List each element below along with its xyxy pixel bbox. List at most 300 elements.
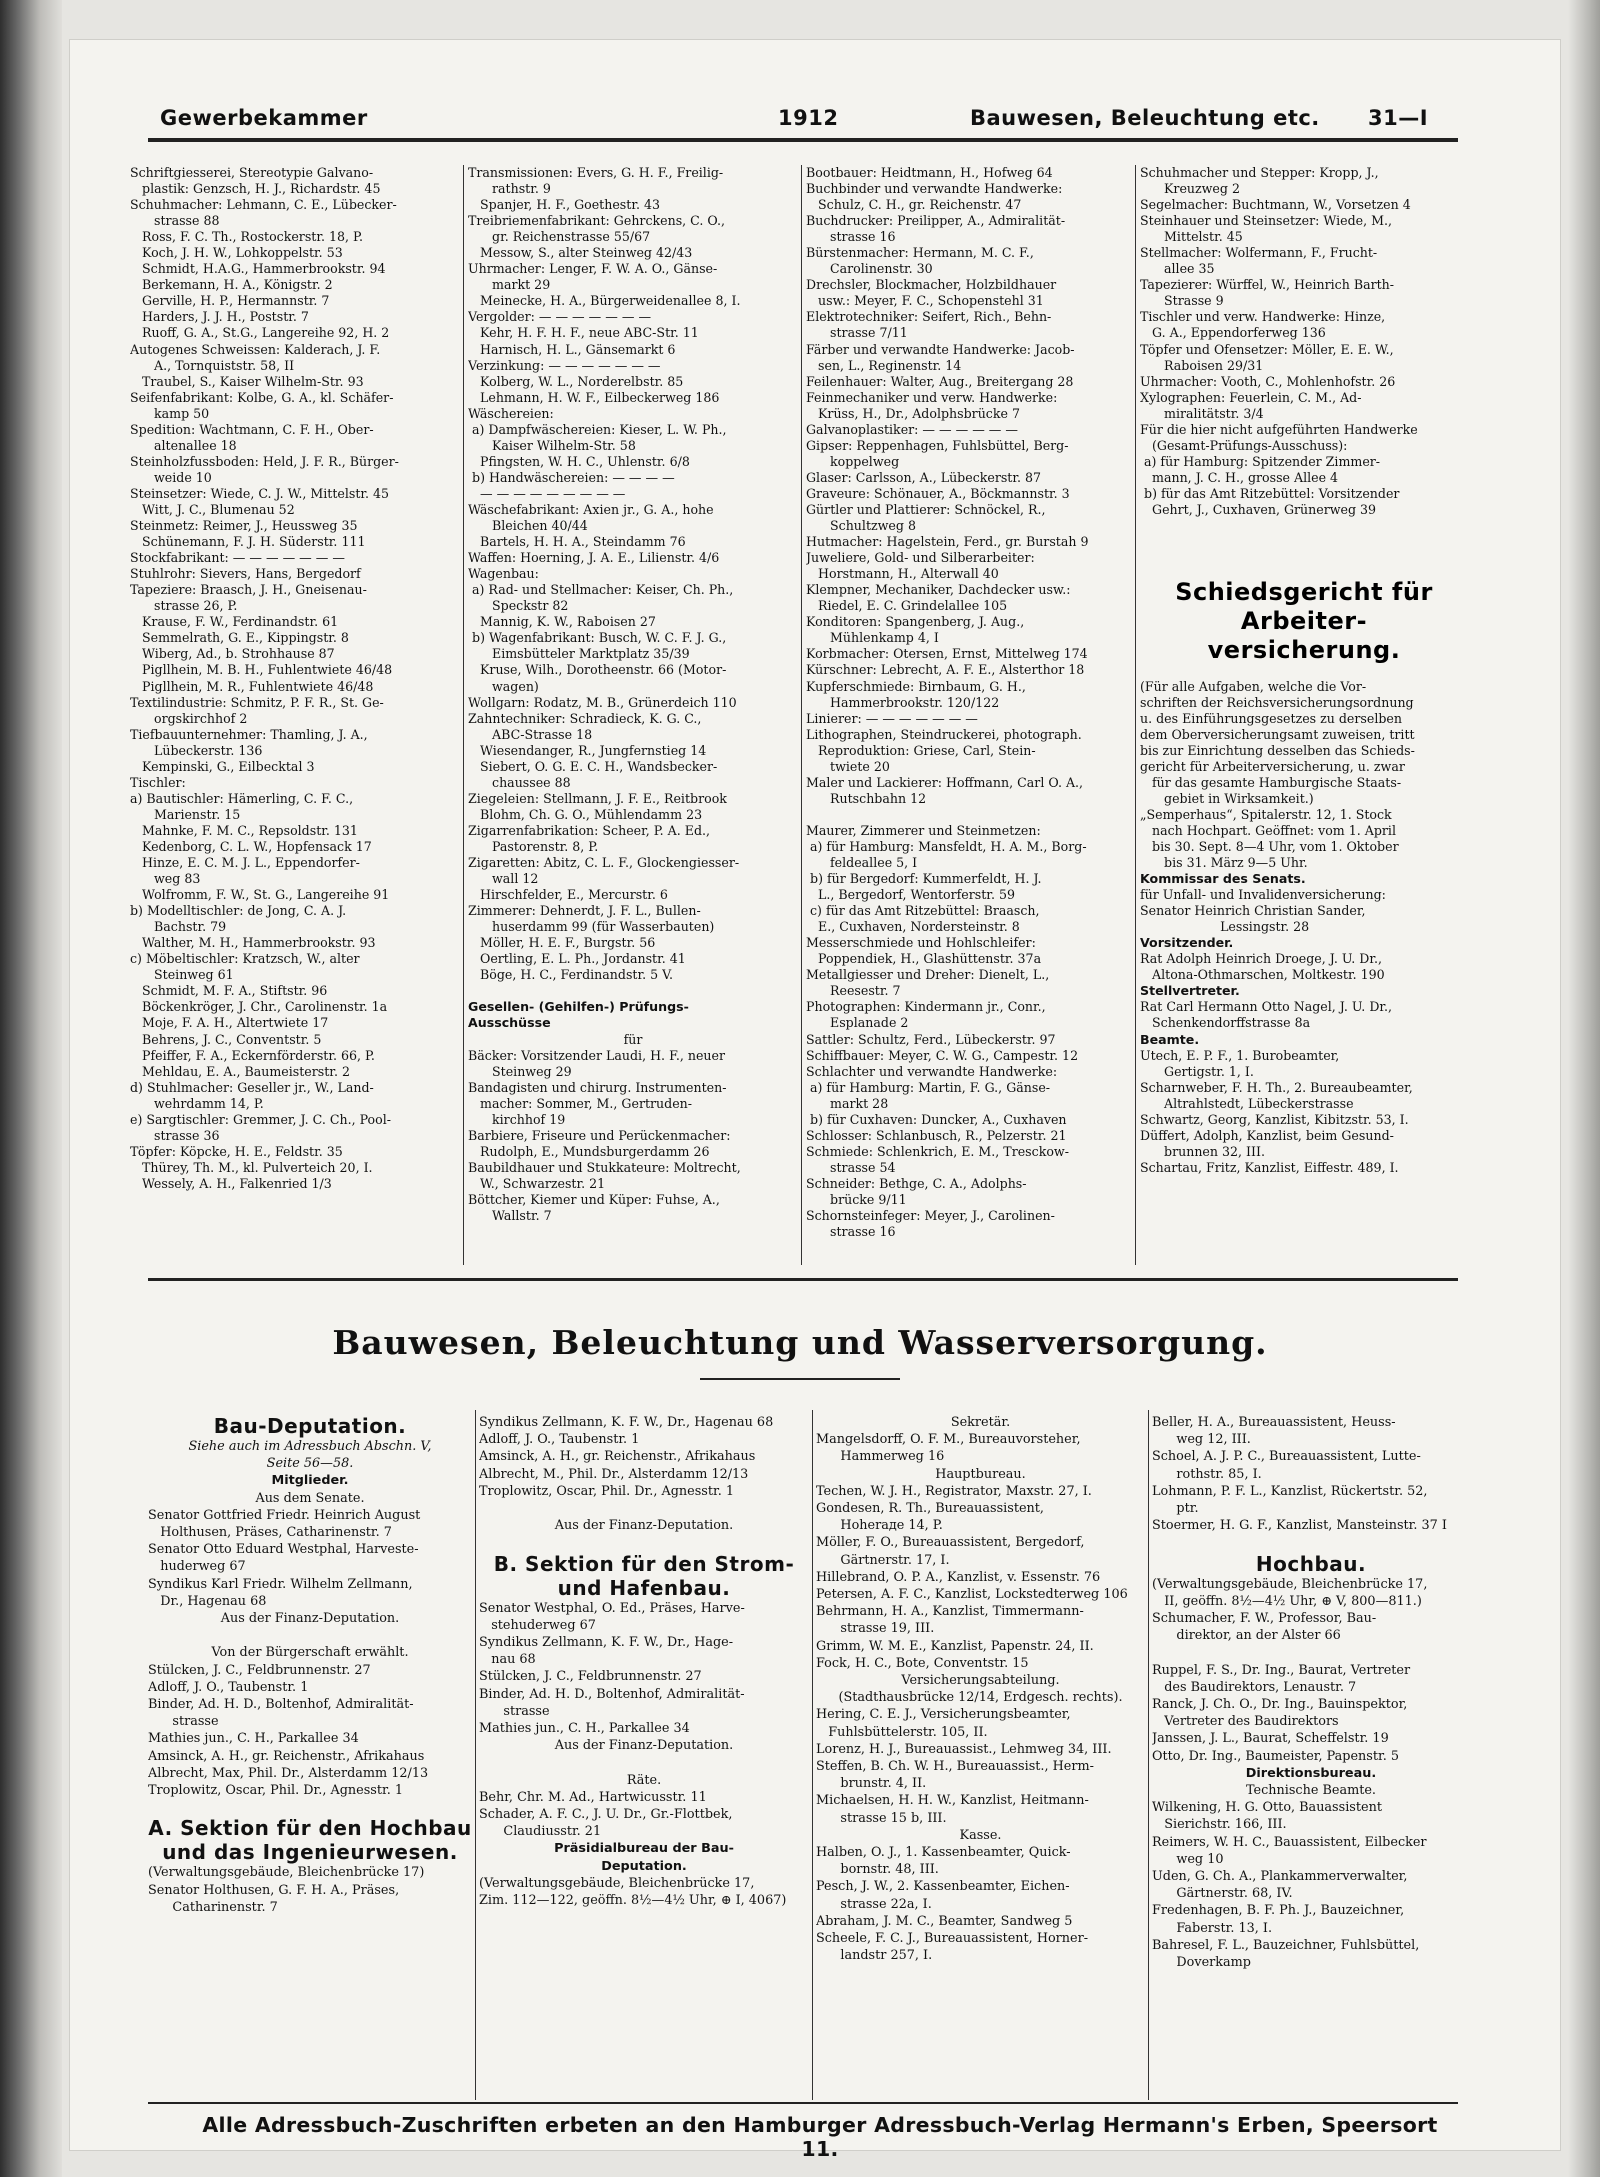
text-line: b) für Bergedorf: Kummerfeldt, H. J. — [806, 871, 1042, 887]
column-rule — [812, 1410, 813, 2100]
text-line: Aus der Finanz-Deputation. — [554, 1738, 734, 1754]
upper-column-1 — [130, 165, 460, 1192]
text-line: A. Sektion für den Hochbau — [148, 1816, 472, 1841]
text-line: Techen, W. J. H., Registrator, Maxstr. 27, I. — [816, 1483, 1092, 1499]
text-line: Bahresel, F. L., Bauzeichner, Fuhlsbüttel, — [1152, 1937, 1420, 1953]
text-line: Schriftgiesserei, Stereotypie Galvano- — [130, 165, 374, 180]
text-line: Drechsler, Blockmacher, Holzbildhauer — [806, 277, 1057, 293]
text-line: Senator Otto Eduard Westphal, Harveste- — [148, 1542, 419, 1558]
text-line: Hoheraде 14, P. — [816, 1518, 943, 1534]
text-line: Lehmann, H. W. F., Eilbeckerweg 186 — [468, 389, 720, 405]
text-line: Lithographen, Steindruckerei, photograph. — [806, 726, 1082, 742]
text-line: Kehr, H. F. H. F., neue ABC-Str. 11 — [468, 325, 699, 341]
text-line: rathstr. 9 — [468, 181, 551, 197]
text-line: Schulz, C. H., gr. Reichenstr. 47 — [806, 197, 1022, 213]
text-line: a) für Hamburg: Mansfeldt, H. A. M., Borg- — [806, 838, 1087, 854]
text-line: Moje, F. A. H., Altertwiete 17 — [130, 1015, 329, 1031]
text-line: Claudiusstr. 21 — [479, 1824, 602, 1840]
text-line: weg 83 — [130, 871, 201, 887]
lower-column-3 — [816, 1414, 1145, 1965]
text-line: Schumacher, F. W., Professor, Bau- — [1152, 1611, 1377, 1627]
text-line: Utech, E. P. F., 1. Burobeamter, — [1140, 1047, 1340, 1063]
footer-rule — [148, 2102, 1458, 2104]
text-line: Gerville, H. P., Hermannstr. 7 — [130, 293, 330, 309]
text-line: Harnisch, H. L., Gänsemarkt 6 — [468, 341, 676, 357]
text-line: Koch, J. H. W., Lohkoppelstr. 53 — [130, 245, 343, 261]
text-line: Walther, M. H., Hammerbrookstr. 93 — [130, 935, 376, 951]
text-line: Petersen, A. F. C., Kanzlist, Lockstedterweg 106 — [816, 1587, 1128, 1603]
text-line: Färber und verwandte Handwerke: Jacob- — [806, 341, 1075, 357]
text-line: Böckenkröger, J. Chr., Carolinenstr. 1a — [130, 999, 388, 1015]
text-line: für — [623, 1031, 643, 1047]
text-line — [806, 807, 1132, 823]
text-line: Lessingstr. 28 — [1140, 919, 1310, 935]
text-line — [1140, 550, 1468, 566]
text-line: strasse 7/11 — [806, 325, 908, 341]
text-line: Steinmetz: Reimer, J., Heussweg 35 — [130, 518, 358, 534]
text-line: des Baudirektors, Lenaustr. 7 — [1152, 1679, 1357, 1695]
upper-column-3 — [806, 165, 1132, 1240]
text-line: Direktionsbureau. — [1245, 1765, 1377, 1781]
column-rule — [463, 165, 464, 1265]
text-line: Glaser: Carlsson, A., Lübeckerstr. 87 — [806, 469, 1042, 485]
text-line: Mitglieder. — [271, 1473, 349, 1489]
lower-column-2 — [479, 1414, 809, 1909]
text-line: Aus dem Senate. — [255, 1490, 365, 1506]
text-line: bis 30. Sept. 8—4 Uhr, vom 1. Oktober — [1140, 838, 1399, 854]
text-line: mann, J. C. H., grosse Allee 4 — [1140, 469, 1339, 485]
text-line: Adloff, J. O., Taubenstr. 1 — [479, 1432, 640, 1448]
text-line: chaussee 88 — [468, 774, 571, 790]
text-line: Schenkendorffstrasse 8a — [1140, 1015, 1311, 1031]
text-line: markt 28 — [806, 1095, 889, 1111]
lower-column-4 — [1152, 1414, 1470, 1971]
text-line: Ausschüsse — [468, 1015, 551, 1031]
text-line: direktor, an der Alster 66 — [1152, 1628, 1341, 1644]
text-line: Oertling, E. L. Ph., Jordanstr. 41 — [468, 951, 686, 967]
text-line: b) Modelltischler: de Jong, C. A. J. — [130, 903, 347, 919]
column-rule — [801, 165, 802, 1265]
text-line: Fredenhagen, B. F. Ph. J., Bauzeichner, — [1152, 1903, 1405, 1919]
text-line: Harders, J. J. H., Poststr. 7 — [130, 309, 309, 325]
upper-column-4 — [1140, 165, 1468, 1176]
text-line: Schlachter und verwandte Handwerke: — [806, 1063, 1058, 1079]
text-line: Tapeziere: Braasch, J. H., Gneisenau- — [130, 582, 367, 598]
text-line: Verzinkung: — — — — — — — — [468, 357, 661, 373]
text-line: Mittelstr. 45 — [1140, 229, 1243, 245]
text-line: Räte. — [626, 1772, 662, 1788]
upper-column-2 — [468, 165, 798, 1224]
text-line: bornstr. 48, III. — [816, 1862, 939, 1878]
text-line: Hirschfelder, E., Mercurstr. 6 — [468, 887, 668, 903]
text-line: Kruse, Wilh., Dorotheenstr. 66 (Motor- — [468, 662, 727, 678]
text-line: c) Möbeltischler: Kratzsch, W., alter — [130, 951, 360, 967]
text-line: a) für Hamburg: Martin, F. G., Gänse- — [806, 1079, 1051, 1095]
text-line: Buchbinder und verwandte Handwerke: — [806, 181, 1063, 197]
text-line: Binder, Ad. H. D., Boltenhof, Admiralität- — [479, 1686, 745, 1702]
text-line: Hammerbrookstr. 120/122 — [806, 694, 1000, 710]
text-line: Wagenbau: — [468, 566, 539, 582]
text-line: Aus der Finanz-Deputation. — [220, 1611, 400, 1627]
text-line: Von der Bürgerschaft erwählt. — [211, 1645, 409, 1661]
text-line: Pesch, J. W., 2. Kassenbeamter, Eichen- — [816, 1879, 1070, 1895]
text-line: Stellmacher: Wolfermann, F., Frucht- — [1140, 245, 1378, 261]
text-line: Altrahlstedt, Lübeckerstrasse — [1140, 1095, 1354, 1111]
text-line: Tischler und verw. Handwerke: Hinze, — [1140, 309, 1386, 325]
text-line: Troplowitz, Oscar, Phil. Dr., Agnesstr. 1 — [148, 1783, 403, 1799]
text-line: Amsinck, A. H., gr. Reichenstr., Afrikahaus — [479, 1449, 756, 1465]
text-line: Gipser: Reppenhagen, Fuhlsbüttel, Berg- — [806, 437, 1069, 453]
text-line: Albrecht, Max, Phil. Dr., Alsterdamm 12/13 — [148, 1765, 429, 1781]
text-line: Wessely, A. H., Falkenried 1/3 — [130, 1175, 332, 1191]
text-line: Grimm, W. M. E., Kanzlist, Papenstr. 24, II. — [816, 1638, 1094, 1654]
text-line: Wäschereien: — [468, 405, 554, 421]
text-line: II, geöffn. 8½—4½ Uhr, ⊕ V, 800—811.) — [1152, 1593, 1422, 1609]
text-line: wall 12 — [468, 871, 539, 887]
text-line: Holthusen, Präses, Catharinenstr. 7 — [148, 1525, 392, 1541]
footer-notice: Alle Adressbuch-Zuschriften erbeten an den Hamburger Adressbuch-Verlag Hermann's Erben, Speersort 11. — [202, 2113, 1438, 2161]
text-line: Rat Adolph Heinrich Droege, J. U. Dr., — [1140, 951, 1383, 967]
header-page-number: 31—I — [1368, 106, 1429, 130]
text-line: usw.: Meyer, F. C., Schopenstehl 31 — [806, 293, 1044, 309]
text-line: Reproduktion: Griese, Carl, Stein- — [806, 742, 1036, 758]
text-line: Wäschefabrikant: Axien jr., G. A., hohe — [468, 501, 714, 517]
header-right: Bauwesen, Beleuchtung etc. — [970, 106, 1320, 130]
text-line: Maler und Lackierer: Hoffmann, Carl O. A., — [806, 774, 1084, 790]
text-line: Thürey, Th. M., kl. Pulverteich 20, I. — [130, 1159, 373, 1175]
text-line: Technische Beamte. — [1246, 1783, 1376, 1799]
text-line: strasse 22a, I. — [816, 1896, 932, 1912]
text-line: Graveure: Schönauer, A., Böckmannstr. 3 — [806, 485, 1070, 501]
text-line: Otto, Dr. Ing., Baumeister, Papenstr. 5 — [1152, 1748, 1399, 1764]
text-line: b) Wagenfabrikant: Busch, W. C. F. J. G., — [468, 630, 727, 646]
text-line: Rutschbahn 12 — [806, 790, 927, 806]
text-line: Baubildhauer und Stukkateure: Moltrecht, — [468, 1159, 741, 1175]
text-line: Lohmann, P. F. L., Kanzlist, Rückertstr. 52, — [1152, 1483, 1428, 1499]
text-line: Hauptbureau. — [935, 1466, 1026, 1482]
text-line: Steinweg 29 — [468, 1063, 572, 1079]
text-line: huserdamm 99 (für Wasserbauten) — [468, 919, 715, 935]
text-line: strasse 15 b, III. — [816, 1810, 947, 1826]
text-line: Töpfer und Ofensetzer: Möller, E. E. W., — [1140, 341, 1394, 357]
text-line: Maurer, Zimmerer und Steinmetzen: — [806, 822, 1041, 838]
text-line: „Semperhaus“, Spitalerstr. 12, 1. Stock — [1140, 806, 1392, 822]
text-line: Kupferschmiede: Birnbaum, G. H., — [806, 678, 1026, 694]
text-line: Ruppel, F. S., Dr. Ing., Baurat, Vertreter — [1152, 1662, 1411, 1678]
text-line: Blohm, Ch. G. O., Mühlendamm 23 — [468, 806, 703, 822]
text-line: Metallgiesser und Dreher: Dienelt, L., — [806, 967, 1050, 983]
text-line: Lübeckerstr. 136 — [130, 742, 263, 758]
text-line: (Stadthausbrücke 12/14, Erdgesch. rechts). — [838, 1690, 1123, 1706]
lower-column-1 — [148, 1414, 472, 1916]
text-line: Janssen, J. L., Baurat, Scheffelstr. 19 — [1152, 1731, 1389, 1747]
text-line: Kommissar des Senats. — [1140, 871, 1306, 887]
text-line: a) für Hamburg: Spitzender Zimmer- — [1140, 453, 1381, 469]
text-line: Krüss, H., Dr., Adolphsbrücke 7 — [806, 405, 1020, 421]
text-line: — — — — — — — — — — [468, 485, 626, 501]
text-line: Mahnke, F. M. C., Repsoldstr. 131 — [130, 822, 358, 838]
column-rule — [1135, 165, 1136, 1265]
text-line — [468, 983, 798, 999]
text-line: macher: Sommer, M., Gertruden- — [468, 1095, 693, 1111]
text-line: Bau-Deputation. — [213, 1414, 407, 1438]
text-line: Marienstr. 15 — [130, 806, 241, 822]
text-line: Riedel, E. C. Grindelallee 105 — [806, 598, 1008, 614]
text-line: Tapezierer: Würffel, W., Heinrich Barth- — [1140, 277, 1395, 293]
text-line: Böge, H. C., Ferdinandstr. 5 V. — [468, 967, 674, 983]
text-line: Scharnweber, F. H. Th., 2. Bureaubeamter, — [1140, 1079, 1413, 1095]
text-line: Pfingsten, W. H. C., Uhlenstr. 6/8 — [468, 453, 690, 469]
text-line: Kempinski, G., Eilbecktal 3 — [130, 758, 315, 774]
text-line: Töpfer: Köpcke, H. E., Feldstr. 35 — [130, 1143, 343, 1159]
text-line: strasse 36 — [130, 1127, 220, 1143]
text-line: Beamte. — [1140, 1031, 1200, 1047]
text-line: Syndikus Zellmann, K. F. W., Dr., Hagenau 68 — [479, 1415, 774, 1430]
page-edge — [1568, 0, 1600, 2177]
text-line: bis 31. März 9—5 Uhr. — [1140, 855, 1308, 871]
section-rule — [148, 1278, 1458, 1281]
text-line — [1152, 1534, 1470, 1551]
text-line: Versicherungsabteilung. — [901, 1673, 1060, 1689]
text-line: e) Sargtischler: Gremmer, J. C. Ch., Pool- — [130, 1111, 391, 1127]
text-line: Für die hier nicht aufgeführten Handwerke — [1140, 421, 1418, 437]
text-line: Xylographen: Feuerlein, C. M., Ad- — [1140, 389, 1362, 405]
text-line: weide 10 — [130, 469, 212, 485]
text-line: Stockfabrikant: — — — — — — — — [130, 550, 345, 566]
text-line: Steinhauer und Steinsetzer: Wiede, M., — [1140, 213, 1393, 229]
text-line: Seifenfabrikant: Kolbe, G. A., kl. Schäfer- — [130, 389, 394, 405]
text-line: E., Cuxhaven, Nordersteinstr. 8 — [806, 919, 1020, 935]
text-line: Behr, Chr. M. Ad., Hartwicusstr. 11 — [479, 1789, 707, 1805]
text-line: Schartau, Fritz, Kanzlist, Eiffestr. 489, I. — [1140, 1159, 1399, 1175]
text-line: Vorsitzender. — [1140, 935, 1234, 951]
text-line: Eimsbütteler Marktplatz 35/39 — [468, 646, 690, 662]
text-line: Senator Gottfried Friedr. Heinrich August — [148, 1507, 421, 1523]
text-line: weg 12, III. — [1152, 1432, 1251, 1448]
text-line: kirchhof 19 — [468, 1111, 566, 1127]
text-line: G. A., Eppendorferweg 136 — [1140, 325, 1326, 341]
text-line: miralitätstr. 3/4 — [1140, 405, 1264, 421]
text-line: Bartels, H. H. A., Steindamm 76 — [468, 534, 686, 550]
text-line: a) Bautischler: Hämerling, C. F. C., — [130, 790, 354, 806]
text-line: twiete 20 — [806, 758, 890, 774]
text-line — [1140, 534, 1468, 550]
text-line: Hutmacher: Hagelstein, Ferd., gr. Burstah 9 — [806, 534, 1089, 550]
text-line: Steinweg 61 — [130, 967, 234, 983]
column-rule — [1148, 1410, 1149, 2100]
text-line: Hinze, E. C. M. J. L., Eppendorfer- — [130, 855, 360, 871]
text-line: Möller, F. O., Bureauassistent, Bergedorf, — [816, 1535, 1085, 1551]
text-line: Möller, H. E. F., Burgstr. 56 — [468, 935, 656, 951]
text-line: Klempner, Mechaniker, Dachdecker usw.: — [806, 582, 1071, 598]
text-line: Wilkening, H. G. Otto, Bauassistent — [1152, 1800, 1382, 1816]
text-line: rothstr. 85, I. — [1152, 1466, 1262, 1482]
text-line: Hammerweg 16 — [816, 1449, 945, 1465]
text-line: Pigllhein, M. B. H., Fuhlentwiete 46/48 — [130, 662, 393, 678]
text-line: Stülcken, J. C., Feldbrunnenstr. 27 — [148, 1662, 371, 1678]
text-line: brücke 9/11 — [806, 1192, 907, 1207]
text-line: Uden, G. Ch. A., Plankammerverwalter, — [1152, 1869, 1408, 1885]
text-line: Michaelsen, H. H. W., Kanzlist, Heitmann- — [816, 1793, 1089, 1809]
text-line: Poppendiek, H., Glashüttenstr. 37a — [806, 951, 1042, 967]
text-line — [148, 1799, 472, 1816]
text-line: Meinecke, H. A., Bürgerweidenallee 8, I. — [468, 293, 741, 309]
text-line: Kürschner: Lebrecht, A. F. E., Alsterthor 18 — [806, 662, 1085, 678]
text-line: Sierichstr. 166, III. — [1152, 1817, 1287, 1833]
text-line: Behrmann, H. A., Kanzlist, Timmermann- — [816, 1604, 1084, 1620]
text-line: Steffen, B. Ch. W. H., Bureauassist., Herm- — [816, 1759, 1094, 1775]
text-line: Stülcken, J. C., Feldbrunnenstr. 27 — [479, 1669, 702, 1685]
text-line: Zimmerer: Dehnerdt, J. F. L., Bullen- — [468, 903, 701, 919]
text-line: Schornsteinfeger: Meyer, J., Carolinen- — [806, 1208, 1055, 1224]
text-line: Gesellen- (Gehilfen-) Prüfungs- — [468, 999, 689, 1015]
header-left: Gewerbekammer — [160, 106, 368, 130]
text-line: Barbiere, Friseure und Perückenmacher: — [468, 1127, 731, 1143]
text-line: Witt, J. C., Blumenau 52 — [130, 501, 295, 517]
text-line: Schneider: Bethge, C. A., Adolphs- — [806, 1175, 1027, 1191]
text-line: wagen) — [468, 678, 539, 694]
text-line: Sattler: Schultz, Ferd., Lübeckerstr. 97 — [806, 1031, 1056, 1047]
text-line: Messow, S., alter Steinweg 42/43 — [468, 245, 693, 261]
schiedsgericht-heading: Schiedsgericht für Arbeiter- versicherung. — [1175, 578, 1433, 664]
text-line — [148, 1627, 472, 1644]
text-line: Lorenz, H. J., Bureauassist., Lehmweg 34, III. — [816, 1741, 1112, 1757]
text-line: Vertreter des Baudirektors — [1152, 1714, 1339, 1730]
text-line: Bleichen 40/44 — [468, 518, 588, 534]
text-line: Schultzweg 8 — [806, 518, 916, 534]
text-line: schriften der Reichsversicherungsordnung — [1140, 694, 1414, 710]
text-line: Halben, O. J., 1. Kassenbeamter, Quick- — [816, 1845, 1071, 1861]
text-line: Schlosser: Schlanbusch, R., Pelzerstr. 21 — [806, 1127, 1067, 1143]
text-line: brunnen 32, III. — [1140, 1143, 1265, 1159]
text-line: Carolinenstr. 30 — [806, 261, 933, 277]
text-line: a) Rad- und Stellmacher: Keiser, Ch. Ph., — [468, 582, 734, 598]
text-line: A., Tornquiststr. 58, II — [130, 357, 295, 373]
text-line: Reimers, W. H. C., Bauassistent, Eilbecker — [1152, 1834, 1427, 1850]
text-line: altenallee 18 — [130, 437, 237, 453]
text-line: Zim. 112—122, geöffn. 8½—4½ Uhr, ⊕ I, 4067) — [479, 1893, 787, 1909]
text-line: Textilindustrie: Schmitz, P. F. R., St. Ge- — [130, 694, 384, 710]
text-line: Mannig, K. W., Raboisen 27 — [468, 614, 656, 630]
text-line: Düffert, Adolph, Kanzlist, beim Gesund- — [1140, 1127, 1394, 1143]
text-line: Elektrotechniker: Seifert, Rich., Behn- — [806, 309, 1052, 325]
text-line: und das Ingenieurwesen. — [162, 1840, 458, 1865]
text-line: Segelmacher: Buchtmann, W., Vorsetzen 4 — [1140, 197, 1411, 213]
text-line: ptr. — [1152, 1501, 1199, 1517]
text-line: strasse 16 — [806, 229, 896, 245]
text-line: Semmelrath, G. E., Kippingstr. 8 — [130, 630, 349, 646]
text-line: Deputation. — [601, 1858, 687, 1874]
text-line: Sekretär. — [950, 1415, 1011, 1430]
text-line: Messerschmiede und Hohlschleifer: — [806, 935, 1036, 951]
text-line: strasse 88 — [130, 213, 220, 229]
book-gutter — [0, 0, 62, 2177]
text-line — [479, 1500, 809, 1517]
text-line: bis zur Einrichtung desselben das Schieds- — [1140, 742, 1415, 758]
text-line: Treibriemenfabrikant: Gehrckens, C. O., — [468, 213, 725, 229]
text-line: Rat Carl Hermann Otto Nagel, J. U. Dr., — [1140, 999, 1393, 1015]
text-line: Ruoff, G. A., St.G., Langereihe 92, H. 2 — [130, 325, 390, 341]
text-line: Vergolder: — — — — — — — — [468, 309, 652, 325]
text-line: Steinsetzer: Wiede, C. J. W., Mittelstr. 45 — [130, 485, 390, 501]
text-line: Scheele, F. C. J., Bureauassistent, Horner- — [816, 1931, 1089, 1947]
text-line: Schuhmacher und Stepper: Kropp, J., — [1140, 165, 1379, 180]
text-line: Catharinenstr. 7 — [148, 1899, 278, 1915]
text-line: strasse — [148, 1714, 219, 1730]
text-line: Schiffbauer: Meyer, C. W. G., Campestr. 12 — [806, 1047, 1079, 1063]
text-line: Rudolph, E., Mundsburgerdamm 26 — [468, 1143, 710, 1159]
text-line: Gürtler und Plattierer: Schnöckel, R., — [806, 501, 1046, 517]
text-line: weg 10 — [1152, 1851, 1224, 1867]
text-line: Schwartz, Georg, Kanzlist, Kibitzstr. 53, I. — [1140, 1111, 1409, 1127]
text-line: Spanjer, H. F., Goethestr. 43 — [468, 197, 661, 213]
text-line: Siehe auch im Adressbuch Abschn. V, — [188, 1439, 432, 1454]
text-line: Schoel, A. J. P. C., Bureauassistent, Lutte- — [1152, 1449, 1421, 1465]
text-line: Schuhmacher: Lehmann, C. E., Lübecker- — [130, 197, 397, 213]
text-line: Wolfromm, F. W., St. G., Langereihe 91 — [130, 887, 390, 903]
text-line: (Verwaltungsgebäude, Bleichenbrücke 17, — [479, 1875, 755, 1891]
text-line: Ziegeleien: Stellmann, J. F. E., Reitbrook — [468, 790, 727, 806]
text-line: für das gesamte Hamburgische Staats- — [1140, 774, 1402, 790]
text-line: u. des Einführungsgesetzes zu derselben — [1140, 710, 1402, 726]
text-line: strasse 16 — [806, 1224, 896, 1240]
text-line: allee 35 — [1140, 261, 1215, 277]
text-line: Kreuzweg 2 — [1140, 181, 1240, 197]
text-line: Altona-Othmarschen, Moltkestr. 190 — [1140, 967, 1385, 983]
text-line: huderweg 67 — [148, 1559, 246, 1575]
text-line: Syndikus Zellmann, K. F. W., Dr., Hage- — [479, 1635, 734, 1651]
header-year: 1912 — [778, 106, 839, 130]
text-line: Strasse 9 — [1140, 293, 1224, 309]
text-line: Gärtnerstr. 68, IV. — [1152, 1886, 1293, 1902]
text-line: Uhrmacher: Lenger, F. W. A. O., Gänse- — [468, 261, 718, 277]
text-line — [479, 1754, 809, 1771]
text-line: sen, L., Reginenstr. 14 — [806, 357, 962, 373]
text-line: brunstr. 4, II. — [816, 1776, 927, 1792]
text-line: Gertigstr. 1, I. — [1140, 1063, 1254, 1079]
text-line: Stuhlrohr: Sievers, Hans, Bergedorf — [130, 566, 361, 582]
text-line: Tischler: — [130, 774, 186, 790]
text-line: feldeallee 5, I — [806, 855, 918, 871]
text-line: Beller, H. A., Bureauassistent, Heuss- — [1152, 1415, 1396, 1430]
text-line: koppelweg — [806, 453, 900, 469]
text-line: Waffen: Hoerning, J. A. E., Lilienstr. 4/6 — [468, 550, 720, 566]
text-line: d) Stuhlmacher: Geseller jr., W., Land- — [130, 1079, 374, 1095]
text-line: kamp 50 — [130, 405, 210, 421]
text-line: Stoermer, H. G. F., Kanzlist, Mansteinstr. 37 I — [1152, 1518, 1447, 1534]
text-line: Abraham, J. M. C., Beamter, Sandweg 5 — [816, 1913, 1073, 1929]
text-line: gr. Reichenstrasse 55/67 — [468, 229, 651, 245]
text-line: wehrdamm 14, P. — [130, 1095, 264, 1111]
text-line: (Verwaltungsgebäude, Bleichenbrücke 17) — [148, 1865, 425, 1881]
text-line: Krause, F. W., Ferdinandstr. 61 — [130, 614, 339, 630]
text-line: Fuhlsbüttelerstr. 105, II. — [816, 1724, 988, 1740]
text-line: Faberstr. 13, I. — [1152, 1920, 1273, 1936]
text-line: Siebert, O. G. E. C. H., Wandsbecker- — [468, 758, 718, 774]
text-line: Feinmechaniker und verw. Handwerke: — [806, 389, 1058, 405]
text-line: Troplowitz, Oscar, Phil. Dr., Agnesstr. 1 — [479, 1483, 734, 1499]
text-line: Senator Heinrich Christian Sander, — [1140, 903, 1366, 919]
text-line: Konditoren: Spangenberg, J. Aug., — [806, 614, 1025, 630]
text-line: b) für das Amt Ritzebüttel: Vorsitzender — [1140, 485, 1400, 501]
text-line: Dr., Hagenau 68 — [148, 1593, 267, 1609]
text-line: Hering, C. E. J., Versicherungsbeamter, — [816, 1707, 1071, 1723]
text-line: Autogenes Schweissen: Kalderach, J. F. — [130, 341, 381, 357]
text-line: Esplanade 2 — [806, 1015, 909, 1031]
section-title: Bauwesen, Beleuchtung und Wasserversorgung. — [332, 1323, 1268, 1362]
text-line: Galvanoplastiker: — — — — — — — [806, 421, 1018, 437]
text-line: Bürstenmacher: Hermann, M. C. F., — [806, 245, 1034, 261]
